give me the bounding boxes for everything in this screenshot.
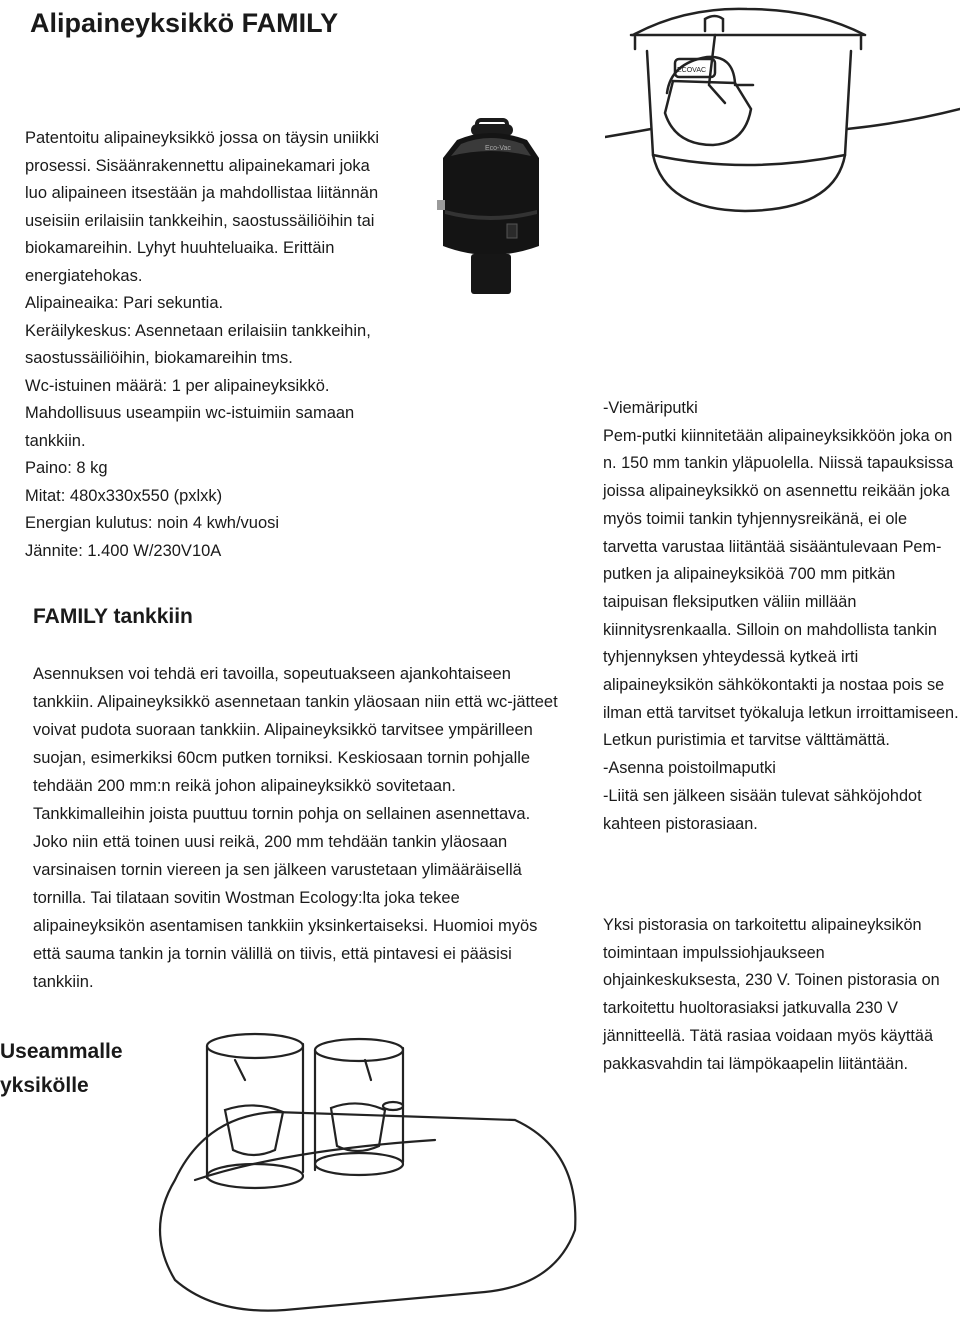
right-paragraph: -Liitä sen jälkeen sisään tulevat sähköjohdot kahteen pistorasiaan.: [603, 786, 922, 833]
intro-line: energiatehokas.: [25, 266, 143, 285]
unit-brand-text: Eco-Vac: [485, 145, 511, 152]
vacuum-unit-photo: [435, 118, 545, 296]
right-paragraph-2: Yksi pistorasia on tarkoitettu alipaineyksikön toimintaan impulssiohjaukseen ohjainkeskuksesta, 230 V. Toinen pistorasia on tarkoitettu huoltorasiaksi jatkuvalla 230 V jännitteellä. Tätä rasiaa voidaan myös käyttää pakkasvahdin tai lämpökaapelin liitäntään.: [603, 916, 940, 1073]
intro-line: Keräilykeskus: Asennetaan erilaisiin tankkeihin,: [25, 321, 371, 340]
tank-two-towers-sketch: [135, 1030, 585, 1320]
multi-unit-heading: Useammalle yksikölle: [0, 1040, 123, 1097]
right-paragraph: Pem-putki kiinnitetään alipaineyksikköön joka on n. 150 mm tankin yläpuolella. Niissä tapauksissa joissa alipaineyksikkö on asennettu reikään joka myös toimii tankin tyhjennysreikänä, ei ole tarvetta varustaa liitäntää sisääntulevaan Pem-putken ja alipaineyksiköä 700 mm pitkän taipuisan fleksiputken väliin millään kiinnitysrenkaalla. Silloin on mahdollista tankin tyhjennyksen yhteydessä kytkeä irti alipaineyksikön sähkökontakti ja nostaa pois se ilman että tarvitset työkaluja letkun irroittamiseen. Letkun puristimia et tarvitse välttämättä.: [603, 426, 959, 750]
intro-line: Paino: 8 kg: [25, 459, 108, 477]
page-title: Alipaineyksikkö FAMILY: [30, 8, 339, 38]
intro-line: Energian kulutus: noin 4 kwh/vuosi: [25, 514, 280, 532]
section-heading: FAMILY tankkiin: [33, 605, 193, 628]
intro-line: Mahdollisuus useampiin wc-istuimiin samaan: [25, 404, 355, 422]
right-column-text: [603, 395, 960, 838]
sketch-label: ECOVAC: [677, 67, 707, 74]
intro-line: Mitat: 480x330x550 (pxlxk): [25, 486, 223, 505]
intro-line: prosessi. Sisäänrakennettu alipainekamari joka: [25, 156, 370, 175]
intro-line: Patentoitu alipaineyksikkö jossa on täysin uniikki: [25, 129, 380, 147]
intro-line: biokamareihin. Lyhyt huuhteluaika. Erittäin: [25, 239, 335, 257]
intro-line: Wc-istuinen määrä: 1 per alipaineyksikkö.: [25, 376, 330, 395]
right-paragraph: -Asenna poistoilmaputki: [603, 759, 776, 778]
intro-line: luo alipaineen itsestään ja mahdollistaa liitännän: [25, 184, 379, 202]
intro-line: useisiin erilaisiin tankkeihin, saostussäiliöihin tai: [25, 211, 375, 230]
intro-line: Jännite: 1.400 W/230V10A: [25, 541, 222, 560]
intro-line: Alipaineaika: Pari sekuntia.: [25, 294, 224, 312]
section-body: Asennuksen voi tehdä eri tavoilla, sopeutuakseen ajankohtaiseen tankkiin. Alipaineyksikkö asennetaan tankin yläosaan niin että wc-jätteet voivat pudota suoraan tankkiin. Alipaineyksikkö tarvitsee ympärilleen suojan, esimerkiksi 60cm putken torniksi. Keskiosaan tornin pohjalle tehdään 200 mm:n reikä johon alipaineyksikkö sovitetaan. Tankkimalleihin joista puuttuu tornin pohja on sellainen asennettava. Joko niin että toinen uusi reikä, 200 mm tehdään tankin yläosaan varsinaisen tornin viereen ja sen jälkeen varustetaan ylimääräisellä tornilla. Tai tilataan sovitin Wostman Ecology:lta joka tekee alipaineyksikön asentamisen tankkiin yksinkertaiseksi. Huomioi myös että sauma tankin ja tornin välillä on tiivis, että pintavesi ei pääsisi tankkiin.: [33, 665, 558, 991]
intro-line: saostussäiliöihin, biokamareihin tms.: [25, 349, 293, 367]
intro-text: [25, 125, 425, 565]
right-paragraph: -Viemäriputki: [603, 399, 698, 417]
intro-line: tankkiin.: [25, 431, 86, 450]
tower-installation-sketch: [605, 5, 960, 220]
